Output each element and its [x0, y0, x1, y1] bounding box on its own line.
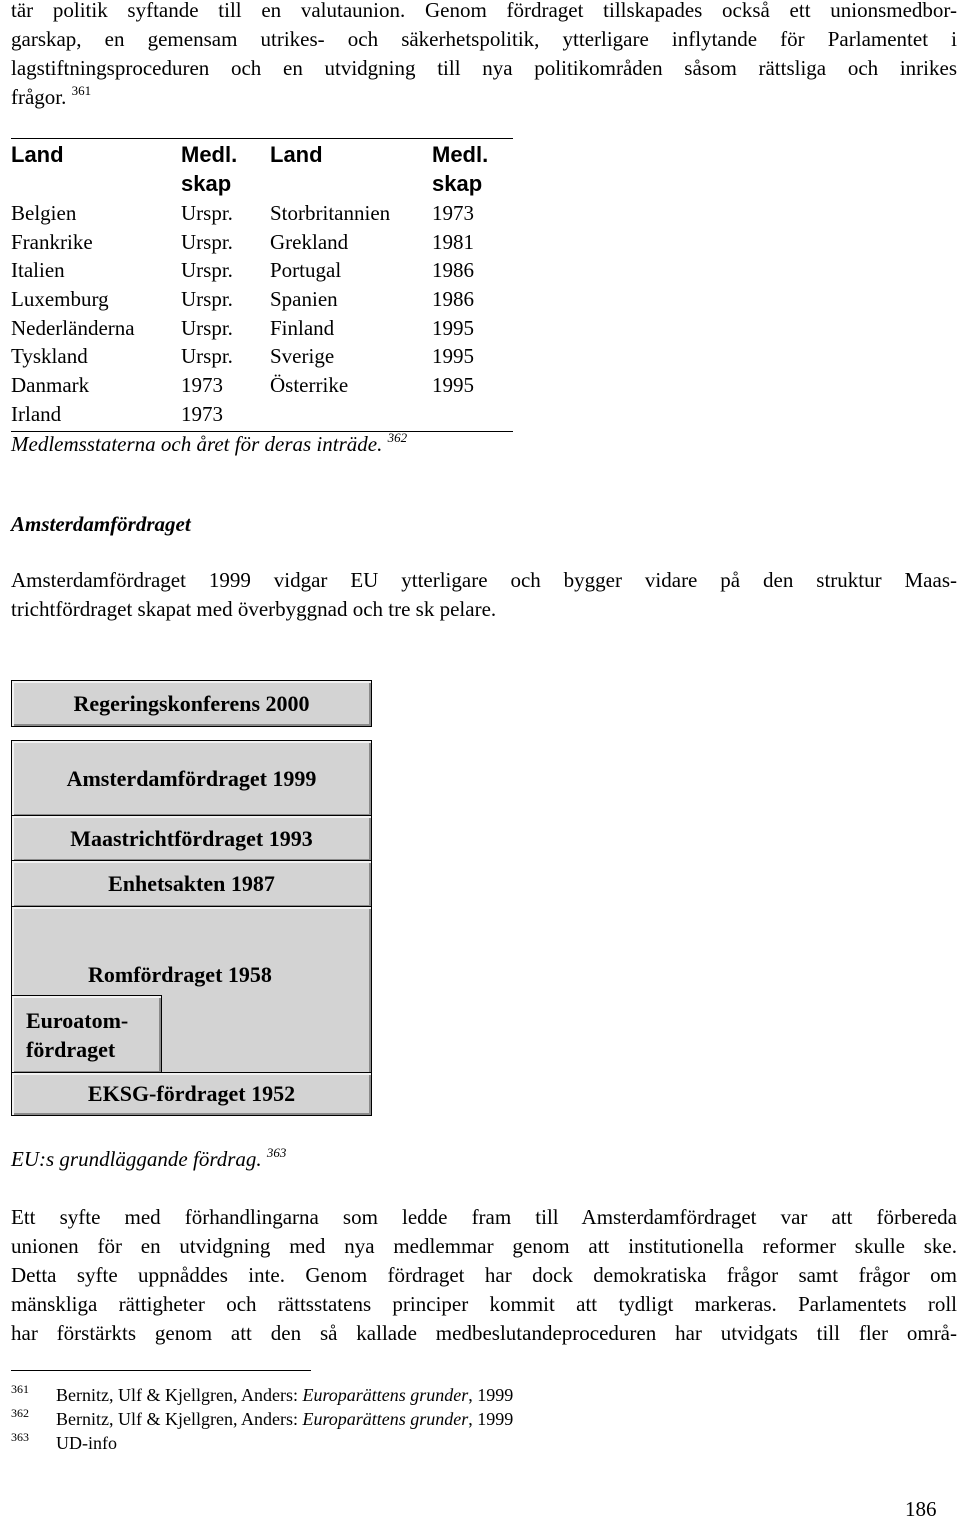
- page-number: 186: [905, 1497, 937, 1521]
- left-country-6: Tyskland: [11, 344, 88, 368]
- box-eksg: EKSG-fördraget 1952: [11, 1072, 372, 1116]
- table-caption: [11, 430, 407, 459]
- closing-line-3: Detta syfte uppnåddes inte. Genom fördraget har dock demokratiska frågor samt frågor om: [11, 1263, 957, 1287]
- closing-paragraph: [11, 1203, 957, 1348]
- intro-line-3: lagstiftningsproceduren och en utvidgning till nya politikområden såsom rättsliga och inrikes: [11, 56, 957, 80]
- left-country-5: Nederländerna: [11, 316, 135, 340]
- left-country-2: Frankrike: [11, 230, 93, 254]
- header-medl-left: Medl.: [181, 142, 238, 167]
- left-year-2: Urspr.: [181, 230, 233, 254]
- right-country-7: Österrike: [270, 373, 349, 397]
- box-maastricht: Maastrichtfördraget 1993: [11, 815, 372, 862]
- closing-line-1: Ett syfte med förhandlingarna som ledde fram till Amsterdamfördraget var att förbereda: [11, 1205, 957, 1229]
- section-paragraph: [11, 566, 957, 624]
- footnote-ref-363[interactable]: 363: [266, 1145, 287, 1160]
- right-country-6: Sverige: [270, 344, 335, 368]
- footnote-separator: [11, 1370, 311, 1371]
- right-year-7: 1995: [432, 373, 474, 397]
- table-top-rule: [11, 138, 513, 139]
- footnote-year: , 1999: [468, 1409, 514, 1429]
- footnote-author: Bernitz, Ulf & Kjellgren, Anders:: [56, 1385, 303, 1405]
- left-year-3: Urspr.: [181, 258, 233, 282]
- footnote-ref-362[interactable]: 362: [387, 430, 408, 445]
- diagram-caption-text: EU:s grundläggande fördrag.: [11, 1147, 262, 1171]
- section-line-1: Amsterdamfördraget 1999 vidgar EU ytterligare och bygger vidare på den struktur Maas-: [11, 568, 957, 592]
- label-romfordraget: Romfördraget 1958: [88, 962, 272, 987]
- euratom-line-2: fördraget: [26, 1036, 116, 1062]
- left-year-7: 1973: [181, 373, 223, 397]
- right-year-4: 1986: [432, 287, 474, 311]
- footnote-author: Bernitz, Ulf & Kjellgren, Anders:: [56, 1409, 303, 1429]
- intro-line-2: garskap, en gemensam utrikes- och säkerhetspolitik, ytterligare inflytande för Parlamentet i: [11, 27, 957, 51]
- right-year-5: 1995: [432, 316, 474, 340]
- left-country-7: Danmark: [11, 373, 90, 397]
- left-year-1: Urspr.: [181, 201, 233, 225]
- intro-paragraph: [11, 0, 957, 112]
- header-medl-right: Medl.: [432, 142, 489, 167]
- right-country-5: Finland: [270, 316, 335, 340]
- left-country-4: Luxemburg: [11, 287, 109, 311]
- footnote-title: Europarättens grunder: [302, 1385, 469, 1405]
- table-caption-text: Medlemsstaterna och året för deras inträde.: [11, 432, 383, 456]
- closing-line-2: unionen för en utvidgning med nya medlemmar genom att institutionella reformer skulle ske.: [11, 1234, 957, 1258]
- header-skap-right: skap: [432, 171, 483, 196]
- header-skap-left: skap: [181, 171, 232, 196]
- footnote-number: 362: [11, 1406, 29, 1420]
- footnote-text: [56, 1407, 513, 1431]
- euratom-line-1: Euroatom-: [26, 1007, 129, 1033]
- box-regeringskonferens: Regeringskonferens 2000: [11, 680, 372, 727]
- right-year-6: 1995: [432, 344, 474, 368]
- right-year-1: 1973: [432, 201, 474, 225]
- euratom-label: [26, 1006, 128, 1064]
- left-country-8: Irland: [11, 402, 62, 426]
- footnote-text: [56, 1431, 117, 1455]
- right-country-3: Portugal: [270, 258, 342, 282]
- right-country-4: Spanien: [270, 287, 338, 311]
- left-year-4: Urspr.: [181, 287, 233, 311]
- footnote-number: 361: [11, 1382, 29, 1396]
- right-country-1: Storbritannien: [270, 201, 391, 225]
- box-enhetsakten: Enhetsakten 1987: [11, 860, 372, 908]
- left-country-3: Italien: [11, 258, 65, 282]
- header-land-left: Land: [11, 142, 64, 167]
- section-heading: Amsterdamfördraget: [11, 512, 191, 536]
- header-land-right: Land: [270, 142, 323, 167]
- left-year-8: 1973: [181, 402, 223, 426]
- intro-line-4-text: frågor.: [11, 85, 67, 109]
- footnote-author: UD-info: [56, 1433, 117, 1453]
- footnote-number: 363: [11, 1430, 29, 1444]
- right-country-2: Grekland: [270, 230, 349, 254]
- footnote-ref-361[interactable]: 361: [71, 83, 92, 98]
- closing-line-5: har förstärkts genom att den så kallade medbeslutandeproceduren har utvidgats till fler områ-: [11, 1321, 957, 1345]
- footnote-year: , 1999: [468, 1385, 514, 1405]
- section-line-2: trichtfördraget skapat med överbyggnad och tre sk pelare.: [11, 597, 497, 621]
- closing-line-4: mänskliga rättigheter och rättsstatens principer kommit att tydligt markeras. Parlamentets roll: [11, 1292, 957, 1316]
- left-year-5: Urspr.: [181, 316, 233, 340]
- intro-line-4: [11, 83, 957, 112]
- footnote-title: Europarättens grunder: [302, 1409, 469, 1429]
- right-year-3: 1986: [432, 258, 474, 282]
- diagram-caption: [11, 1145, 286, 1174]
- footnote-text: [56, 1383, 513, 1407]
- intro-line-1: tär politik syftande till en valutaunion. Genom fördraget tillskapades också ett unionsmedbor-: [11, 0, 957, 22]
- left-year-6: Urspr.: [181, 344, 233, 368]
- box-euratom: [11, 995, 162, 1074]
- box-amsterdam: Amsterdamfördraget 1999: [11, 740, 372, 817]
- left-country-1: Belgien: [11, 201, 77, 225]
- right-year-2: 1981: [432, 230, 474, 254]
